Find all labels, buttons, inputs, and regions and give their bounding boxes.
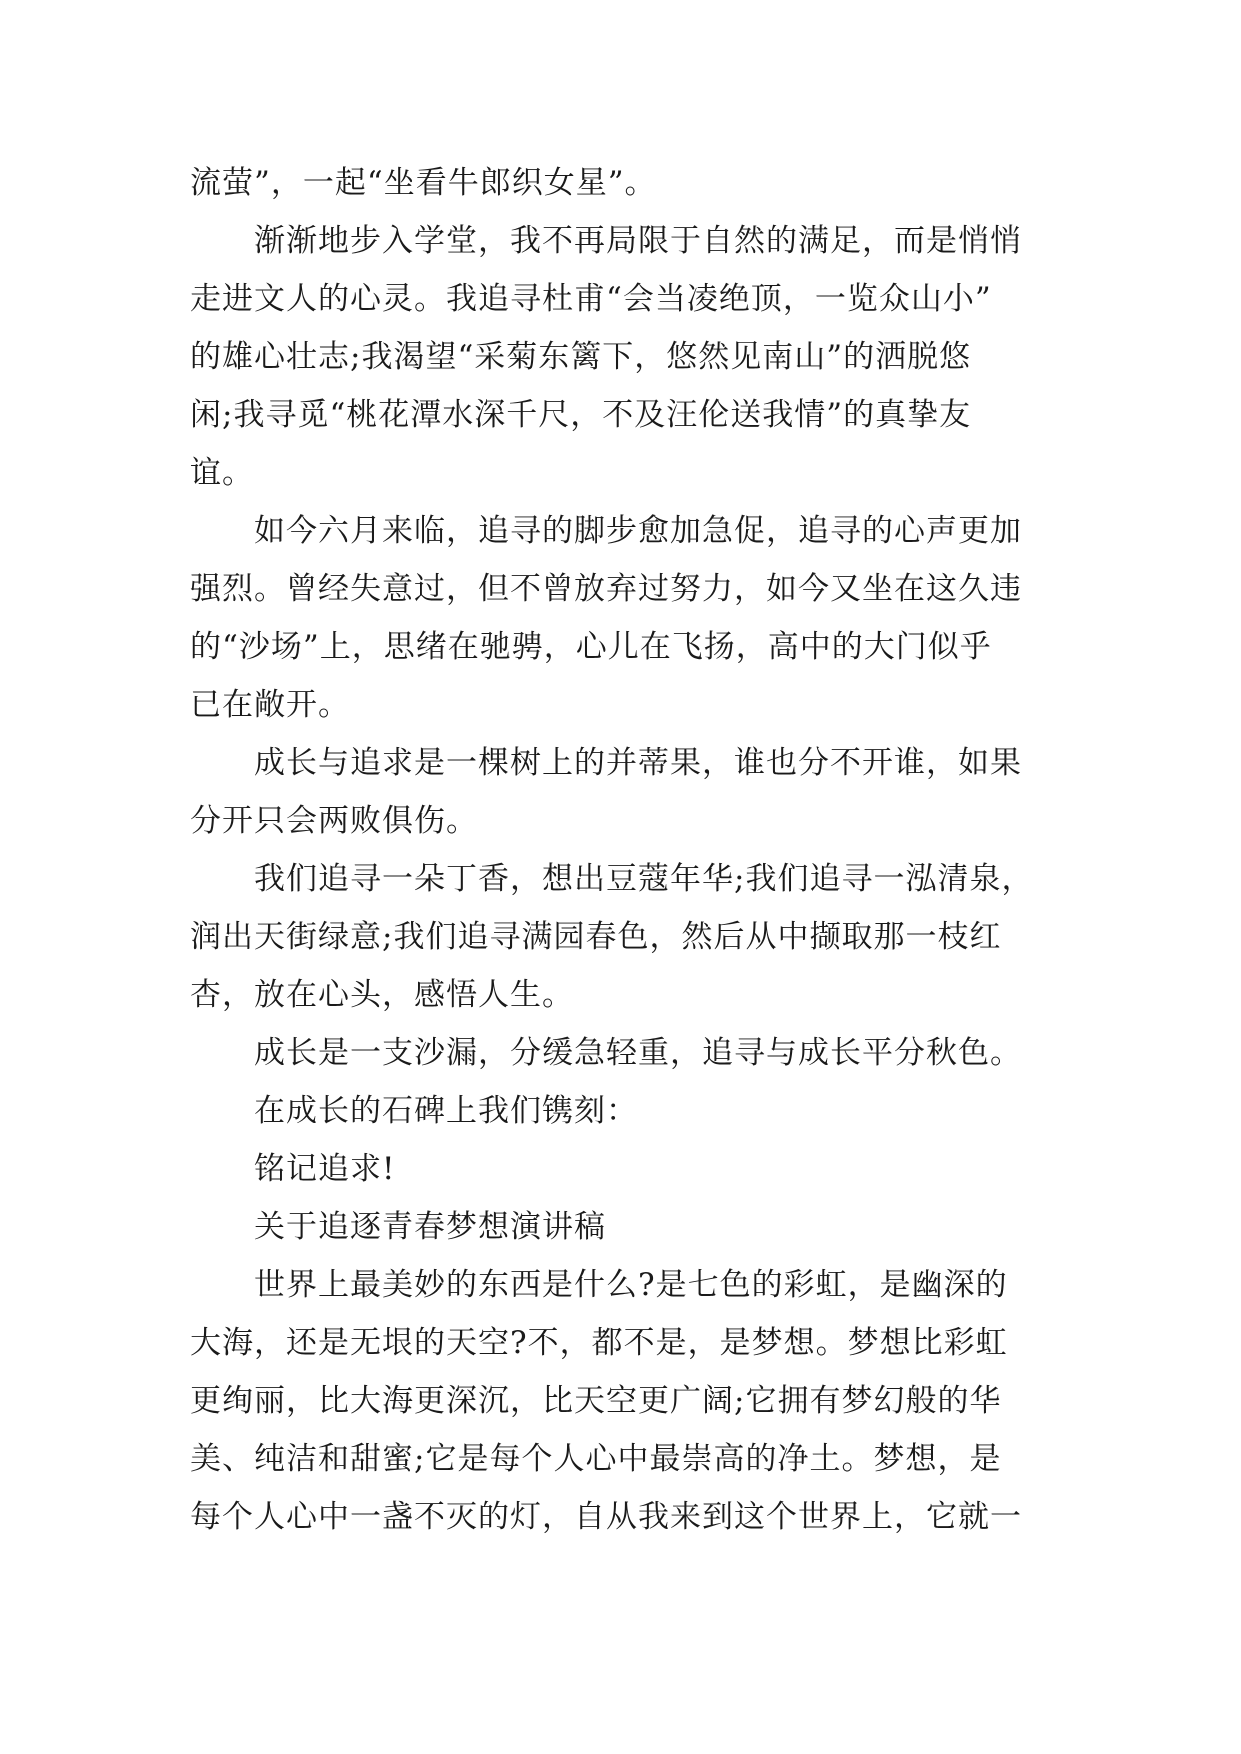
text-line: 大海，还是无垠的天空?不，都不是，是梦想。梦想比彩虹 <box>190 1325 1008 1361</box>
paragraph-start: 如今六月来临，追寻的脚步愈加急促，追寻的心声更加 <box>254 513 1022 549</box>
document-body <box>190 154 1070 1546</box>
text-line: 润出天街绿意;我们追寻满园春色，然后从中撷取那一枝红 <box>190 919 1002 955</box>
paragraph-start: 铭记追求! <box>254 1151 396 1187</box>
text-line: 的“沙场”上，思绪在驰骋，心儿在飞扬，高中的大门似乎 <box>190 629 992 665</box>
paragraph-start: 我们追寻一朵丁香，想出豆蔻年华;我们追寻一泓清泉， <box>254 861 1034 897</box>
text-line: 谊。 <box>190 455 254 491</box>
text-line: 杏，放在心头，感悟人生。 <box>190 977 574 1013</box>
text-line: 流萤”，一起“坐看牛郎织女星”。 <box>190 165 657 201</box>
text-line: 强烈。曾经失意过，但不曾放弃过努力，如今又坐在这久违 <box>190 571 1022 607</box>
text-line: 美、纯洁和甜蜜;它是每个人心中最崇高的净土。梦想，是 <box>190 1441 1002 1477</box>
text-line: 分开只会两败俱伤。 <box>190 803 478 839</box>
section-heading: 关于追逐青春梦想演讲稿 <box>254 1209 606 1245</box>
text-line: 走进文人的心灵。我追寻杜甫“会当凌绝顶，一览众山小” <box>190 281 992 317</box>
paragraph-start: 在成长的石碑上我们镌刻： <box>254 1093 638 1129</box>
text-line: 已在敞开。 <box>190 687 350 723</box>
text-line: 更绚丽，比大海更深沉，比天空更广阔;它拥有梦幻般的华 <box>190 1383 1002 1419</box>
text-line: 的雄心壮志;我渴望“采菊东篱下，悠然见南山”的洒脱悠 <box>190 339 972 375</box>
paragraph-start: 渐渐地步入学堂，我不再局限于自然的满足，而是悄悄 <box>254 223 1022 259</box>
text-line: 闲;我寻觅“桃花潭水深千尺，不及汪伦送我情”的真挚友 <box>190 397 972 433</box>
paragraph-start: 世界上最美妙的东西是什么?是七色的彩虹，是幽深的 <box>254 1267 1008 1303</box>
text-line: 每个人心中一盏不灭的灯，自从我来到这个世界上，它就一 <box>190 1499 1022 1535</box>
paragraph-start: 成长与追求是一棵树上的并蒂果，谁也分不开谁，如果 <box>254 745 1022 781</box>
paragraph-start: 成长是一支沙漏，分缓急轻重，追寻与成长平分秋色。 <box>254 1035 1022 1071</box>
